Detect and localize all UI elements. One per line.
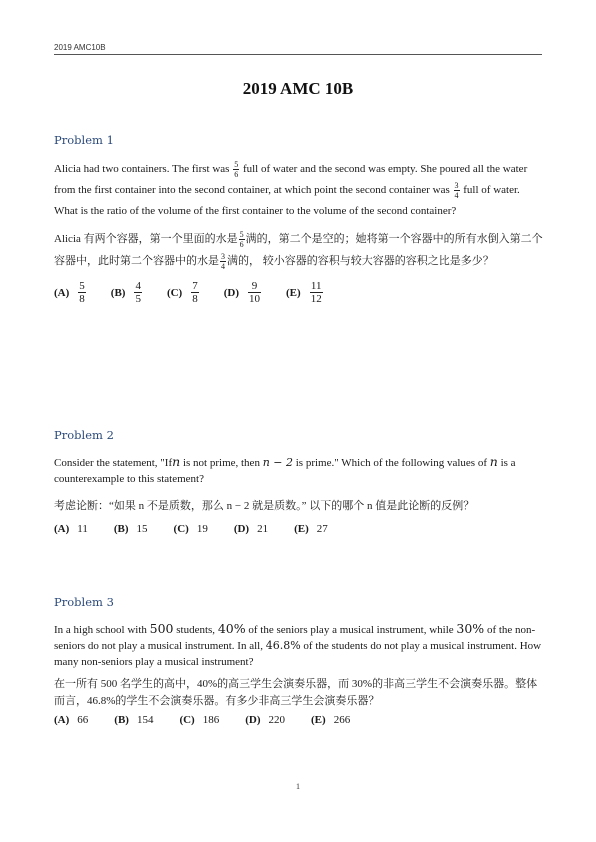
problem-3-heading: Problem 3: [54, 595, 114, 609]
percent-46-8: 46.8%: [265, 639, 301, 652]
variable-n: n: [172, 454, 181, 469]
problem-2-chinese: 考虑论断：“如果 n 不是质数，那么 n − 2 就是质数。” 以下的哪个 n 值是此论断的反例？: [54, 500, 475, 512]
choice-e: (E) 27: [294, 523, 328, 535]
variable-n: n: [489, 454, 498, 469]
problem-1-english: [54, 159, 544, 222]
choice-e: (E) 266: [311, 714, 351, 726]
fraction-five-sixths-zh: $\frac{5}{6}$: [239, 230, 244, 249]
fraction-five-sixths: $\frac{5}{6}$: [234, 160, 239, 179]
choice-e: (E) $\frac{11}{12}$: [286, 280, 322, 305]
problem-1-text-a: Alicia had two containers. The first was: [54, 163, 230, 175]
expression-n-minus-2: n − 2: [262, 456, 293, 469]
problem-2-heading: Problem 2: [54, 428, 114, 442]
choice-d: (D) 21: [233, 523, 269, 535]
problem-1-heading: Problem 1: [54, 133, 114, 147]
problem-3-choices: [54, 714, 544, 726]
page-number: 1: [296, 782, 300, 791]
header-rule: [54, 54, 542, 55]
choice-b: (B) $\frac{4}{5}$: [110, 280, 141, 305]
number-500: 500: [149, 621, 174, 636]
percent-30: 30%: [456, 621, 485, 636]
choice-d: (D) 220: [245, 714, 286, 726]
problem-1-text-c: full of water. What is the ratio of the volume of the first container to the volume of the second container?: [54, 184, 520, 217]
problem-1-choices: [54, 280, 544, 305]
problem-2: [54, 428, 544, 535]
choice-d: (D) $\frac{9}{10}$: [223, 280, 261, 305]
choice-b: (B) 154: [114, 714, 154, 726]
fraction-three-quarters: $\frac{3}{4}$: [454, 181, 459, 200]
running-header: 2019 AMC10B: [54, 43, 106, 52]
problem-2-choices: [54, 523, 544, 535]
problem-1-text-b: full of water and the second was empty. She poured all the water from the first container into the second container, at which point the second container was: [54, 163, 528, 196]
choice-a: (A) 11: [54, 523, 88, 535]
choice-c: (C) $\frac{7}{8}$: [166, 280, 198, 305]
fraction-three-quarters-zh: $\frac{3}{4}$: [221, 252, 225, 271]
problem-2-english: Consider the statement, "Ifn is not prime, then n − 2 is prime." Which of the following values of n is a counterexample to this statement?: [54, 454, 516, 485]
problem-3-chinese: 在一所有 500 名学生的高中，40%的高三学生会演奏乐器，而 30%的非高三学生不会演奏乐器。整体而言，46.8%的学生不会演奏乐器。有多少非高三学生会演奏乐器？: [54, 678, 538, 707]
document-title: 2019 AMC 10B: [242, 79, 354, 98]
problem-3: [54, 595, 544, 726]
choice-a: (A) $\frac{5}{8}$: [54, 280, 85, 305]
choice-a: (A) 66: [54, 714, 89, 726]
problem-3-english: In a high school with 500 students, 40% of the seniors play a musical instrument, while 30% of the non-seniors do not play a musical instrument. In all, 46.8% of the students do not play a musical instrument. How many non-seniors play a musical instrument?: [54, 621, 542, 668]
choice-c: (C) 186: [179, 714, 220, 726]
problem-1-chinese: Alicia 有两个容器，第一个里面的水是 $\frac{5}{6}$ 满的，第二个是空的；她将第一个容器中的所有水倒入第二个容器中，此时第二个容器中的水是 $\frac{3}{4}$ 满的， 较小容器的容积与较大容器的容积之比是多少？: [54, 230, 543, 271]
percent-40: 40%: [217, 621, 246, 636]
problem-1: [54, 133, 544, 305]
choice-b: (B) 15: [113, 523, 148, 535]
choice-c: (C) 19: [173, 523, 208, 535]
